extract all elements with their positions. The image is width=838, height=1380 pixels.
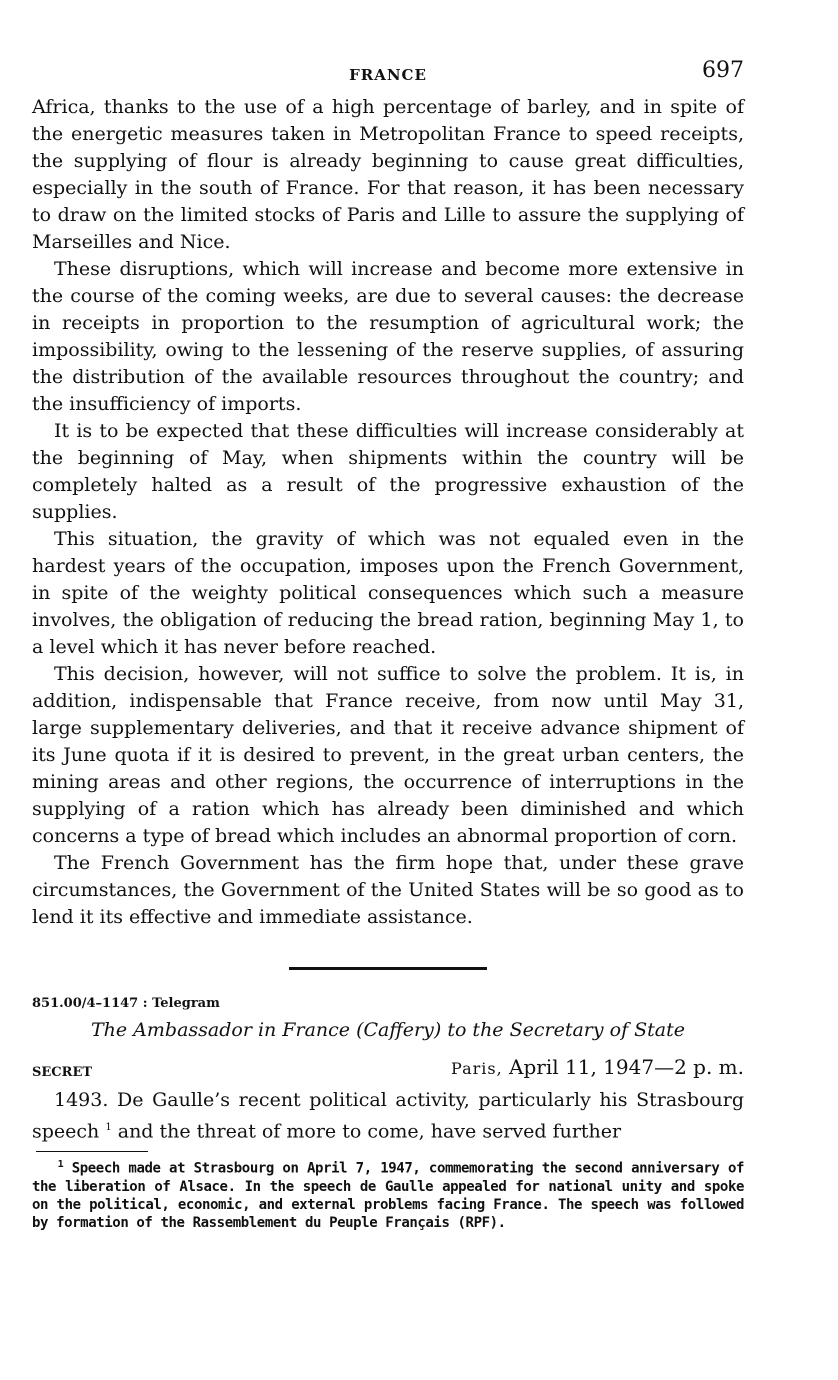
telegram-body [32, 1087, 744, 1145]
telegram-text: 1493. De Gaulle’s recent political activity, particularly his Strasbourg speech [32, 1089, 744, 1143]
paragraph: It is to be expected that these difficulties will increase considerably at the beginning of May, when shipments within the country will be completely halted as a result of the progressive exhaustion of the supplies. [32, 420, 744, 523]
footnote-text: Speech made at Strasbourg on April 7, 1947, commemorating the second anniversary of the liberation of Alsace. In the speech de Gaulle appealed for national unity and spoke on the political, economic, and external problems facing France. The speech was followed by formation of the Rassemblement du Peuple Français (RPF). [32, 1160, 744, 1231]
dateline-row [32, 1055, 744, 1087]
page [32, 56, 744, 1232]
running-head: FRANCE [349, 66, 427, 84]
page-number: 697 [702, 58, 744, 83]
letter-body [32, 94, 744, 931]
footnote-marker[interactable]: 1 [105, 1122, 112, 1133]
paragraph: These disruptions, which will increase and become more extensive in the course of the coming weeks, are due to several causes: the decrease in receipts in proportion to the resumption of agricultural work; the impossibility, owing to the lessening of the reserve supplies, of assuring the distribution of the available resources throughout the country; and the insufficiency of imports. [32, 258, 744, 415]
file-reference: 851.00/4–1147 : Telegram [32, 996, 220, 1011]
telegram-text-continued: and the threat of more to come, have served further [111, 1120, 622, 1143]
page-header [32, 56, 744, 94]
document-title: The Ambassador in France (Caffery) to the Secretary of State [90, 1019, 686, 1041]
dateline-date: April 11, 1947—2 p. m. [509, 1055, 744, 1079]
paragraph-continued: Africa, thanks to the use of a high percentage of barley, and in spite of the energetic measures taken in Metropolitan France to speed receipts, the supplying of flour is already beginning to cause great difficulties, especially in the south of France. For that reason, it has been necessary to draw on the limited stocks of Paris and Lille to assure the supplying of Marseilles and Nice. [32, 96, 744, 253]
dateline-place: Paris, [451, 1059, 503, 1078]
paragraph: This decision, however, will not suffice to solve the problem. It is, in addition, indispensable that France receive, from now until May 31, large supplementary deliveries, and that it receive advance shipment of its June quota if it is desired to prevent, in the great urban centers, the mining areas and other regions, the occurrence of interruptions in the supplying of a ration which has already been diminished and which concerns a type of bread which includes an abnormal proportion of corn. [32, 663, 744, 847]
paragraph [32, 1087, 744, 1145]
footnote-number: 1 [57, 1159, 64, 1171]
footnote [32, 1156, 744, 1232]
paragraph: This situation, the gravity of which was not equaled even in the hardest years of the occupation, imposes upon the French Government, in spite of the weighty political consequences which such a measure involves, the obligation of reducing the bread ration, beginning May 1, to a level which it has never before reached. [32, 528, 744, 658]
paragraph: The French Government has the firm hope that, under these grave circumstances, the Government of the United States will be so good as to lend it its effective and immediate assistance. [32, 852, 744, 928]
dateline [451, 1055, 744, 1079]
classification-label: SECRET [32, 1065, 93, 1080]
footnote-rule [36, 1151, 148, 1152]
section-divider [289, 967, 487, 970]
